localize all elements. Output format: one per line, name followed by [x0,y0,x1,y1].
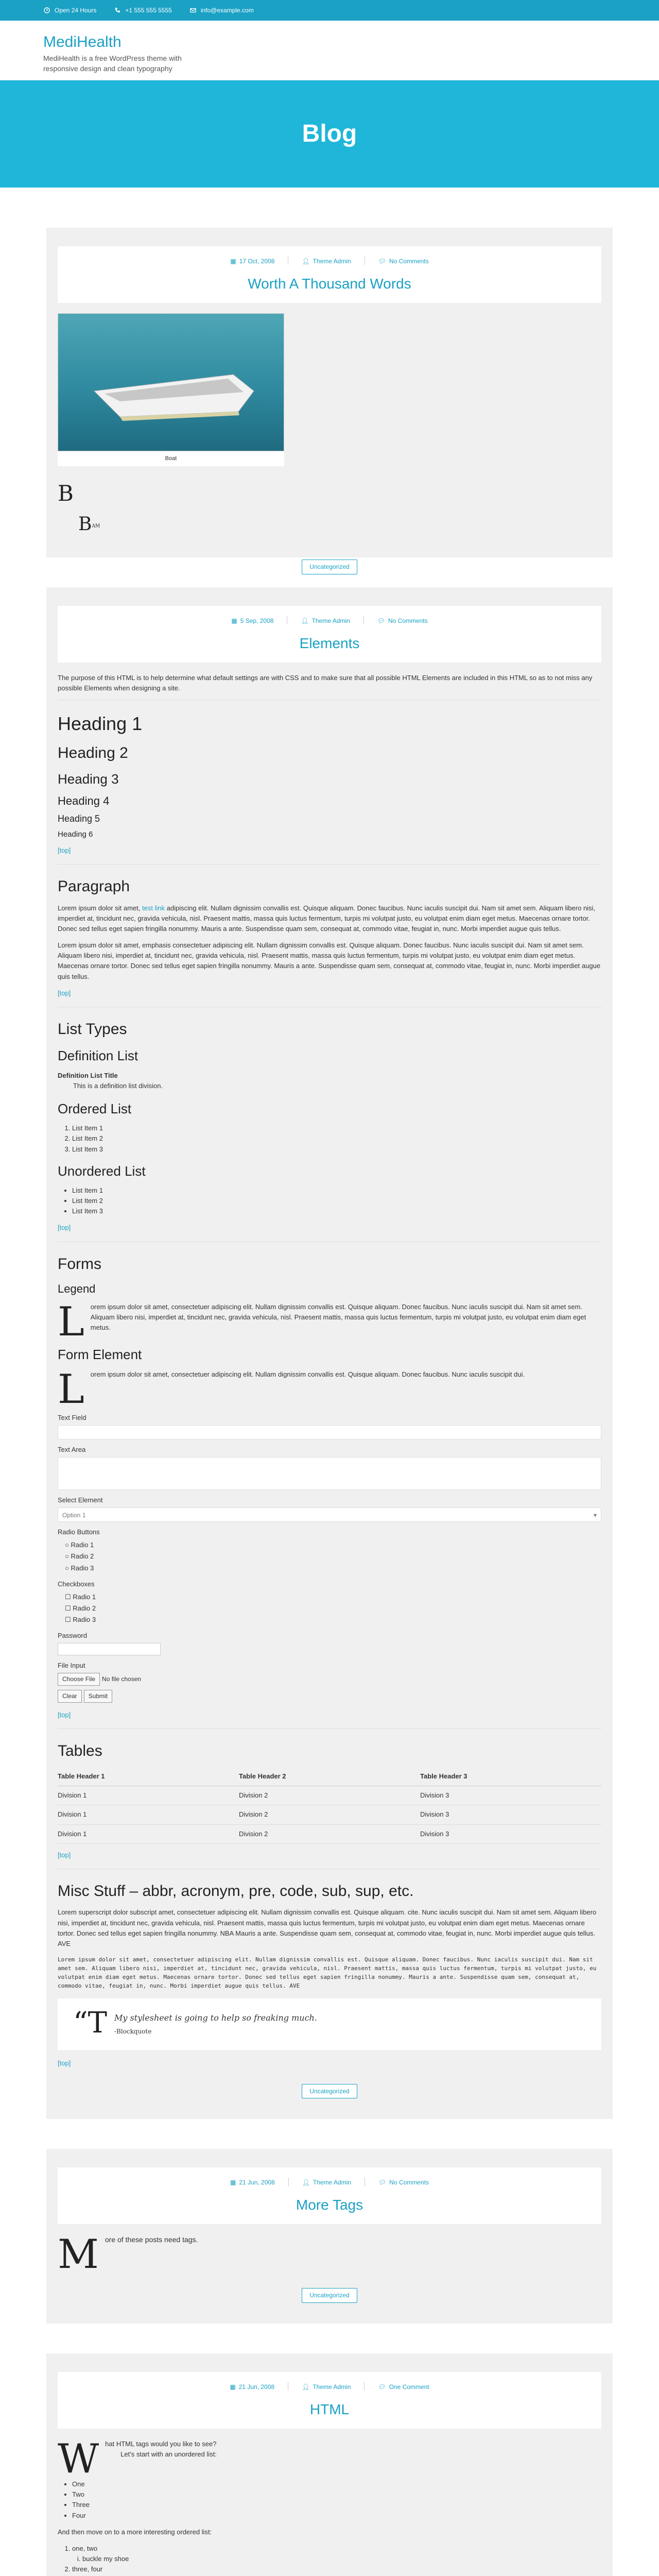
table-header: Table Header 3 [420,1767,601,1786]
text-area-label: Text Area [58,1445,86,1453]
post-intro: What HTML tags would you like to see? Let's start with an unordered list: [58,2435,217,2482]
no-file-text: No file chosen [102,1675,142,1683]
email-text: info@example.com [200,6,254,14]
ordered-intro: And then move on to a more interesting ordered list: [58,2528,212,2536]
list-item: • List Item 1 [72,1185,601,1196]
boat-image [58,313,284,451]
post-author[interactable]: 👤︎ Theme Admin [302,257,351,266]
radio-3[interactable]: ○ Radio 3 [65,1564,94,1572]
radio-1[interactable]: ○ Radio 1 [65,1541,94,1549]
chevron-down-icon: ▾ [593,1512,597,1519]
unordered-list [72,2479,601,2521]
heading-5: Heading 5 [58,813,100,824]
top-bar [0,0,659,21]
category-button[interactable]: Uncategorized [302,560,357,574]
definition-list-heading: Definition List [58,1048,138,1064]
misc-heading: Misc Stuff – abbr, acronym, pre, code, sub, sup, etc. [58,1882,414,1900]
calendar-icon: ▦ [230,2383,236,2391]
table-header: Table Header 2 [239,1767,420,1786]
category-button[interactable]: Uncategorized [302,2084,357,2099]
select-input[interactable] [58,1507,601,1522]
post-title[interactable]: HTML [309,2401,350,2417]
text-field-label: Text Field [58,1413,86,1421]
calendar-icon: ▦ [230,258,236,265]
site-header [0,21,659,80]
blog-posts [46,188,613,2576]
legend-heading: Legend [58,1282,96,1296]
unordered-list [72,1185,601,1216]
post-excerpt: More of these posts need tags. [58,2231,198,2278]
text-area-input[interactable] [58,1457,601,1490]
post-header [58,2167,601,2224]
top-link[interactable]: [top] [58,1224,71,1232]
list-item: 3. List Item 3 [72,1144,601,1155]
test-link[interactable]: test link [142,904,165,912]
dropcap-letter: B [58,481,74,506]
sup-note: AM [92,523,100,529]
tables-heading: Tables [58,1742,102,1759]
table-row: Division 1 Division 2 Division 3 [58,1805,601,1824]
post-date[interactable]: ▦ 21 Jun, 2008 [230,2382,274,2392]
top-link[interactable]: [top] [58,1710,71,1719]
comment-icon: 💬︎ [378,258,386,265]
intro-text: The purpose of this HTML is to help determine what default settings are with CSS and to make sure that all possible HTML Elements are included in this HTML so as to not miss any possible Elements when designing a site. [58,673,593,692]
ordered-list [72,2544,601,2576]
site-tagline: MediHealth is a free WordPress theme with responsive design and clean typography [43,54,182,73]
ordered-list [72,1123,601,1154]
list-item: 2. List Item 2 [72,1133,601,1144]
list-item: • List Item 2 [72,1196,601,1206]
password-label: Password [58,1632,88,1640]
heading-1: Heading 1 [58,713,143,735]
comment-icon: 💬︎ [378,2179,387,2187]
definition-title: Definition List Title [58,1071,118,1079]
forms-heading: Forms [58,1255,101,1273]
post-more-tags [46,2149,613,2324]
post-worth-a-thousand-words [46,228,613,570]
list-item: • List Item 3 [72,1206,601,1216]
definition-list [58,1071,601,1091]
text-field-input[interactable] [58,1425,601,1439]
post-comments[interactable]: 💬︎ No Comments [378,257,429,266]
list-types-heading: List Types [58,1020,127,1038]
clock-icon [43,7,50,14]
post-elements [46,587,613,2119]
list-item: • One [72,2479,601,2489]
post-meta [58,2178,601,2188]
ordered-list-heading: Ordered List [58,1100,132,1116]
mail-icon [189,7,197,14]
dropcap-letter: M [58,2231,99,2278]
post-author[interactable]: 👤︎ Theme Admin [302,2178,351,2188]
user-icon: 👤︎ [302,258,310,265]
preformatted-text: Lorem ipsum dolor sit amet, consectetuer adipiscing elit. Nullam dignissim convallis est. Quisque aliquam. Donec faucibus. Nunc iaculis suscipit dui. Nam sit amet sem. Aliquam libero nisi, imperdiet at, tincidunt nec, gravida vehicula, nisl. Praesent mattis, massa quis luctus fermentum, turpis mi volutpat justo, eu volutpat enim diam eget metus. Maecenas ornare tortor. Donec sed tellus eget sapien fringilla nonummy. Mauris a ante. Suspendisse quam sem, consequat at, commodo vitae, feugiat in, nunc. Morbi imperdiet augue quis tellus. AVE [58,1956,600,1990]
post-date[interactable]: ▦ 17 Oct, 2008 [230,257,274,266]
calendar-icon: ▦ [231,617,237,624]
definition-desc: This is a definition list division. [73,1081,163,1090]
blockquote [58,1998,601,2049]
post-meta [58,616,601,626]
post-html [46,2353,613,2576]
top-link[interactable]: [top] [58,989,71,997]
quote-text: My stylesheet is going to help so freaking much. [114,2013,317,2023]
dropcap-letter: L [58,1299,84,1346]
phone-item[interactable] [114,6,171,15]
data-table [58,1767,601,1844]
list-item: 1. List Item 1 [72,1123,601,1133]
dropcap-letter: L [58,1366,84,1413]
post-title[interactable]: Elements [299,635,360,651]
heading-2: Heading 2 [58,744,128,762]
post-comments[interactable]: 💬︎ No Comments [378,2178,429,2188]
top-link[interactable]: [top] [58,846,71,855]
user-icon: 👤︎ [302,2179,310,2187]
select-value: Option 1 [62,1512,86,1519]
top-link[interactable]: [top] [58,1851,71,1859]
comment-icon: 💬︎ [377,617,385,624]
password-input[interactable] [58,1643,161,1655]
form-paragraph: Lorem ipsum dolor sit amet, consectetuer adipiscing elit. Nullam dignissim convallis est. Quisque aliquam. Donec faucibus. Nunc iaculis suscipit dui. Nam sit amet sem. Aliquam libero nisi, imperdiet at, tincidunt nec, gravida vehicula, nisl. Praesent mattis, massa quis luctus fermentum, turpis mi volutpat justo, eu volutpat enim diam eget metus. [58,1299,586,1346]
misc-paragraph: Lorem superscript dolor subscript amet, consectetuer adipiscing elit. Nullam dignissim convallis est. Quisque aliquam. cite. Nunc iaculis suscipit dui. Nam sit amet sem. Aliquam libero nisi, imperdiet at, tincidunt nec, gravida vehicula, nisl. Praesent mattis, massa quis luctus fermentum, turpis mi volutpat justo, eu volutpat enim diam eget metus. Maecenas ornare tortor. Donec sed tellus eget sapien fringilla nonummy. NBA Mauris a ante. Suspendisse quam sem, consequat at, commodo vitae, feugiat in, nunc. Morbi imperdiet augue quis tellus. AVE [58,1908,597,1947]
hours-text: Open 24 Hours [55,6,97,14]
submit-button[interactable]: Submit [84,1690,112,1703]
post-meta [58,257,601,266]
checkbox-1[interactable]: ☐ Radio 1 [65,1592,96,1601]
select-label: Select Element [58,1496,103,1504]
post-date[interactable]: ▦ 5 Sep, 2008 [231,616,273,626]
post-header [58,2372,601,2429]
paragraph-heading: Paragraph [58,878,130,895]
post-comments[interactable]: 💬︎ No Comments [377,616,428,626]
list-item: i. buckle my shoe [82,2554,601,2564]
user-icon: 👤︎ [302,2383,310,2391]
checkbox-3[interactable]: ☐ Radio 3 [65,1615,96,1623]
form-paragraph-2: Lorem ipsum dolor sit amet, consectetuer adipiscing elit. Nullam dignissim convallis est. Quisque aliquam. Donec faucibus. Nunc iaculis suscipit dui. [58,1366,525,1413]
heading-6: Heading 6 [58,829,93,839]
user-icon: 👤︎ [301,617,309,624]
file-input-label: File Input [58,1662,85,1670]
list-item: • Three [72,2500,601,2510]
post-author[interactable]: 👤︎ Theme Admin [302,2382,351,2392]
clear-button[interactable]: Clear [58,1690,82,1703]
table-row: Division 1 Division 2 Division 3 [58,1824,601,1843]
radio-label: Radio Buttons [58,1528,100,1536]
table-header: Table Header 1 [58,1767,239,1786]
list-item: • Four [72,2511,601,2521]
checkbox-2[interactable]: ☐ Radio 2 [65,1604,96,1612]
checkbox-label: Checkboxes [58,1580,95,1588]
page-title: Blog [302,120,357,147]
phone-icon [114,7,121,14]
unordered-list-heading: Unordered List [58,1163,146,1179]
post-header [58,246,601,303]
site-title[interactable]: MediHealth [43,33,122,50]
quote-icon: “T [73,2006,107,2040]
paragraph-2: Lorem ipsum dolor sit amet, emphasis consectetuer adipiscing elit. Nullam dignissim convallis est. Quisque aliquam. Donec faucibus. Nunc iaculis suscipit dui. Nam sit amet sem. Aliquam libero nisi, imperdiet at, tincidunt nec, gravida vehicula, nisl. Praesent mattis, massa quis luctus fermentum, turpis mi volutpat justo, eu volutpat enim diam eget metus. Maecenas ornare tortor. Donec sed tellus eget sapien fringilla nonummy. Mauris a ante. Suspendisse quam sem, consequat at, commodo vitae, feugiat in, nunc. Morbi imperdiet augue quis tellus. [58,941,601,980]
form-element-heading: Form Element [58,1347,142,1363]
list-item: • Two [72,2489,601,2500]
top-link[interactable]: [top] [58,2059,71,2067]
table-row: Division 1 Division 2 Division 3 [58,1786,601,1805]
list-item: 1. one, two i. buckle my shoe [72,2544,601,2564]
hours-item [43,6,96,15]
dropcap-letter: W [58,2435,99,2482]
calendar-icon: ▦ [230,2179,236,2187]
image-caption: Boat [58,451,284,466]
list-item: 2. three, four i. [72,2564,601,2576]
email-item[interactable] [189,6,254,15]
post-title[interactable]: More Tags [296,2196,363,2213]
comment-icon: 💬︎ [378,2383,386,2391]
post-header [58,606,601,663]
post-title[interactable]: Worth A Thousand Words [248,275,411,292]
phone-text: +1 555 555 5555 [125,6,172,14]
radio-2[interactable]: ○ Radio 2 [65,1552,94,1561]
page-hero [0,80,659,188]
dropcap-letter-2: B [78,514,92,535]
post-meta [58,2382,601,2392]
post-author[interactable]: 👤︎ Theme Admin [301,616,350,626]
heading-4: Heading 4 [58,794,110,807]
paragraph-1: Lorem ipsum dolor sit amet, test link adipiscing elit. Nullam dignissim convallis est. Quisque aliquam. Donec faucibus. Nunc iaculis suscipit dui. Nam sit amet sem. Aliquam libero nisi, imperdiet at, tincidunt nec, gravida vehicula, nisl. Praesent mattis, massa quis luctus fermentum, turpis mi volutpat justo, eu volutpat enim diam eget metus. Maecenas ornare tortor. Donec sed tellus eget sapien fringilla nonummy. Mauris a ante. Suspendisse quam sem, consequat at, commodo vitae, feugiat in, nunc. Morbi imperdiet augue quis tellus. [58,904,596,933]
post-date[interactable]: ▦ 21 Jun, 2008 [230,2178,275,2188]
heading-3: Heading 3 [58,771,119,787]
choose-file-button[interactable]: Choose File [58,1673,100,1686]
post-comments[interactable]: 💬︎ One Comment [378,2382,429,2392]
quote-author: -Blockquote [114,2027,152,2035]
category-button[interactable]: Uncategorized [302,2288,357,2303]
